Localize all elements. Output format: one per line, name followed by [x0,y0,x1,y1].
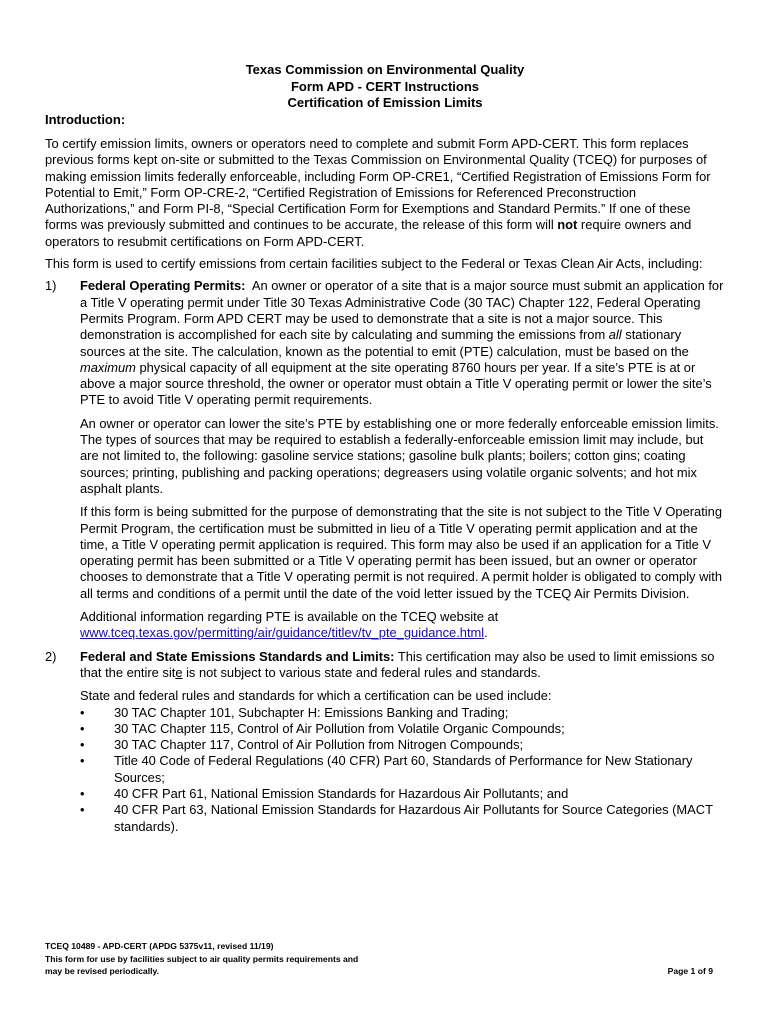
item1-paragraph-2: An owner or operator can lower the site’s PTE by establishing one or more federally enforceable emission limits. The types of sources that may be required to establish a federally-enforceable emission limit may include, but are not limited to, the following: gasoline service stations; gasoline bulk plants; boilers; cotton gins; coating sources; printing, publishing and packing operations; degreasers using volatile organic solvents; and hot mix asphalt plants. [80,415,719,496]
header-subtitle: Certification of Emission Limits [287,95,483,110]
form-footer [45,940,358,978]
introduction-heading: Introduction: [45,112,126,127]
bullet-icon: • [80,704,85,720]
list-item: • 30 TAC Chapter 101, Subchapter H: Emissions Banking and Trading; [80,704,509,720]
item-number: 2) [45,648,57,664]
item1-paragraph-1: Federal Operating Permits: An owner or operator of a site that is a major source must submit an application for a Title V operating permit under Title 30 Texas Administrative Code (30 TAC) Chapter 122, Federal Operating Permits Program. Form APD CERT may be used to demonstrate that a site is not a major source. This demonstration is accomplished for each site by calculating and summing the emissions from all stationary sources at the site. The calculation, known as the potential to emit (PTE) calculation, must be based on the maximum physical capacity of all equipment at the site operating 8760 hours per year. If a site’s PTE is at or above a major source threshold, the owner or operator must obtain a Title V operating permit or lower the site’s PTE to avoid Title V operating permit requirements. [80,278,727,408]
intro-paragraph-1: To certify emission limits, owners or operators need to complete and submit Form APD-CERT. This form replaces previous forms kept on-site or submitted to the Texas Commission on Environmental Quality (TCEQ) for purposes of making emission limits federally enforceable, including Form OP-CRE1, “Certified Registration of Emissions Form for Potential to Emit,” Form OP-CRE-2, “Certified Registration of Emissions for Referenced Preconstruction Authorizations,” and Form PI-8, “Special Certification Form for Exemptions and Standard Permits.” If one of these forms was previously submitted and continues to be accurate, the release of this form will not require owners and operators to resubmit certifications on Form APD-CERT. [45,136,711,249]
header-agency: Texas Commission on Environmental Quality [245,62,525,77]
document-header [0,62,770,112]
footer-form-id: TCEQ 10489 - APD-CERT (APDG 5375v11, revised 11/19) [45,941,274,951]
item1-paragraph-3: If this form is being submitted for the purpose of demonstrating that the site is not subject to the Title V Operating Permit Program, the certification must be submitted in lieu of a Title V operating permit application and at the time, a Title V operating permit application is required. This form may also be used if an application for a Title V operating permit has been submitted or a Title V operating permit has been issued, but an owner or operator chooses to demonstrate that a Title V operating permit is not required. A permit holder is obligated to comply with all terms and conditions of a permit until the date of the void letter issued by the TCEQ Air Permits Division. [80,504,723,601]
footer-note-2: may be revised periodically. [45,966,160,976]
item2-title: Federal and State Emissions Standards and Limits: [80,648,395,664]
list-item: • Title 40 Code of Federal Regulations (40 CFR) Part 60, Standards of Performance for New Stationary Sources; [80,753,693,785]
header-form-title: Form APD - CERT Instructions [290,78,480,94]
pte-guidance-link[interactable]: www.tceq.texas.gov/permitting/air/guidance/titlev/tv_pte_guidance.html [80,625,485,641]
rules-bullet-list [80,705,725,835]
list-item: • 40 CFR Part 61, National Emission Standards for Hazardous Air Pollutants; and [80,785,569,801]
item-number: 1) [45,278,57,294]
item1-title: Federal Operating Permits: [80,278,246,294]
bullet-icon: • [80,753,85,769]
item2-paragraph-1: Federal and State Emissions Standards and Limits: This certification may also be used to limit emissions so that the entire site is not subject to various state and federal rules and standards. [80,648,715,680]
item2-paragraph-2: State and federal rules and standards for which a certification can be used include: [80,688,552,704]
bullet-icon: • [80,737,85,753]
list-item: • 30 TAC Chapter 115, Control of Air Pollution from Volatile Organic Compounds; [80,720,565,736]
numbered-item-1 [45,278,725,641]
bullet-icon: • [80,785,85,801]
bullet-icon: • [80,720,85,736]
list-item: • 30 TAC Chapter 117, Control of Air Pollution from Nitrogen Compounds; [80,737,524,753]
item1-paragraph-4: Additional information regarding PTE is available on the TCEQ website at www.tceq.texas.gov/permitting/air/guidance/titlev/tv_pte_guidance.html. [80,609,499,641]
list-item: • 40 CFR Part 63, National Emission Standards for Hazardous Air Pollutants for Source Categories (MACT standards). [80,802,713,834]
intro-paragraph-2: This form is used to certify emissions from certain facilities subject to the Federal or Texas Clean Air Acts, including: [45,256,703,272]
document-body [45,136,725,841]
bullet-icon: • [80,802,85,818]
numbered-item-2 [45,649,725,835]
footer-note-1: This form for use by facilities subject to air quality permits requirements and [45,953,359,964]
page-number: Page 1 of 9 [667,966,713,976]
